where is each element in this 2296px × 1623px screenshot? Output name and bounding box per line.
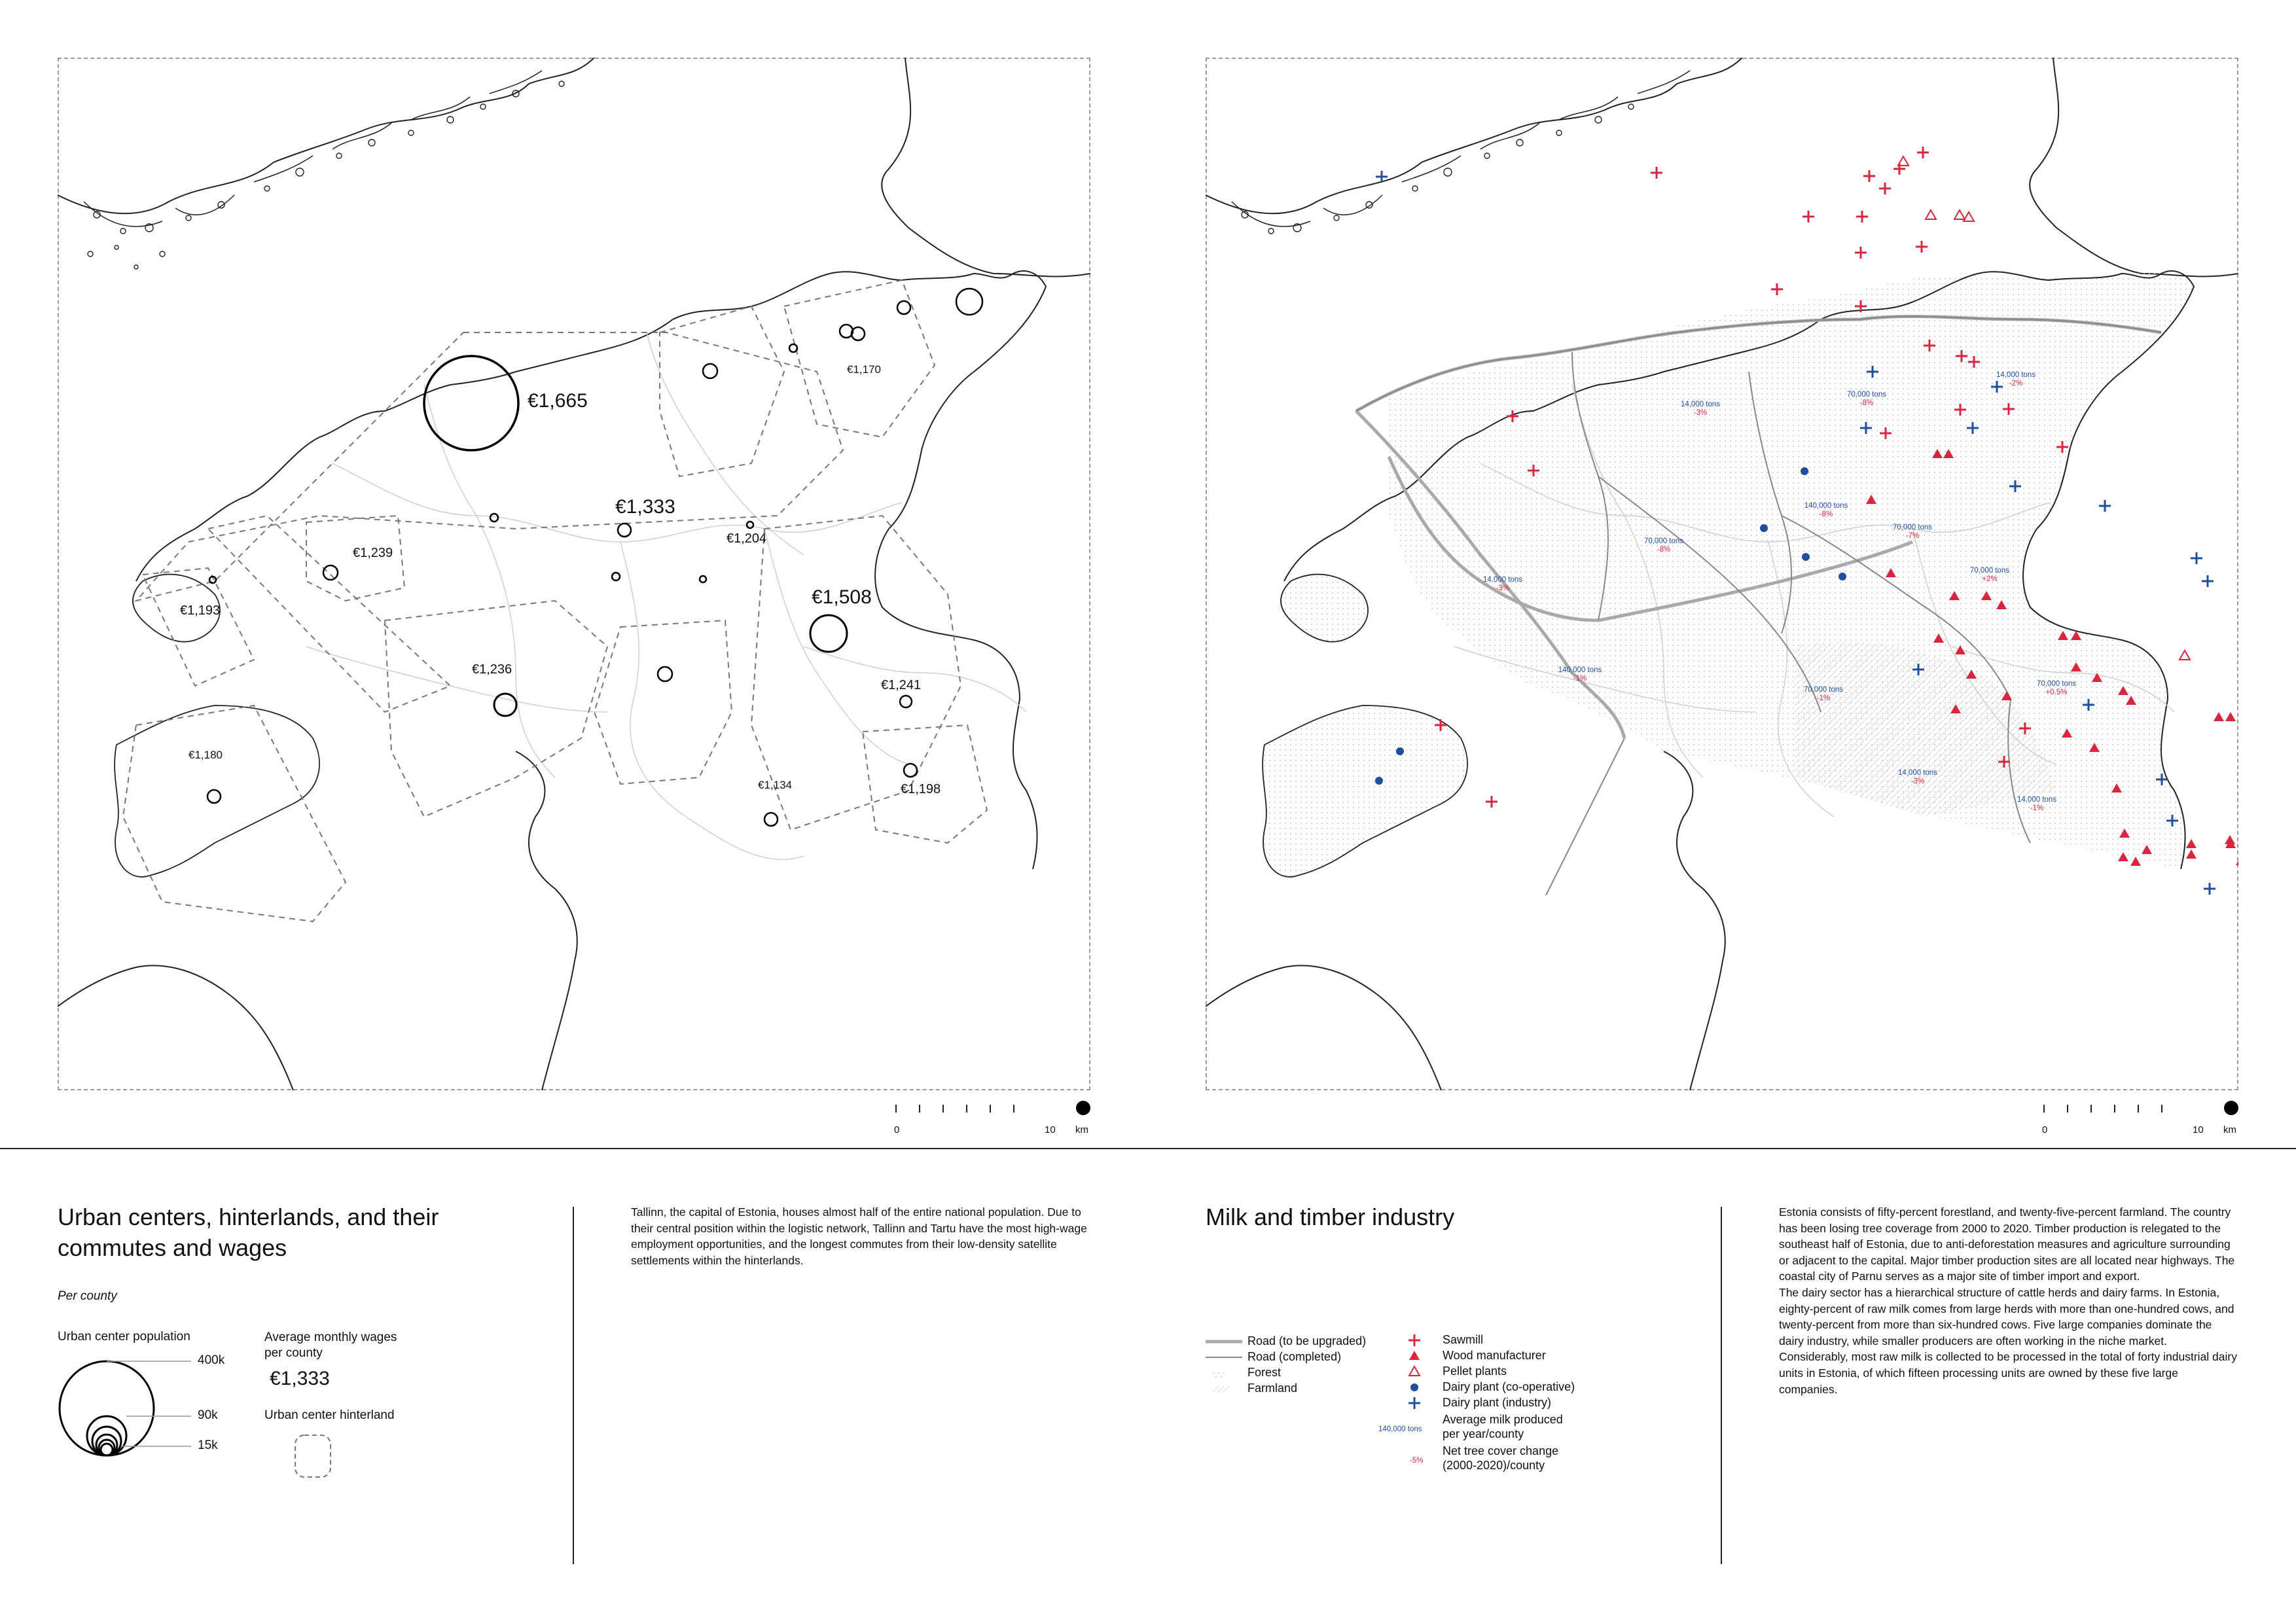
legend-milk: Average milk produced per year/county (1443, 1413, 1563, 1440)
wage-label: €1,204 (726, 531, 767, 546)
county-stat: 70,000 tons +2% (1969, 567, 2010, 583)
county-stat: 70,000 tons +0.5% (2036, 680, 2077, 696)
wood-manufacturer-icon (1409, 1351, 1420, 1360)
wage-label: €1,134 (758, 779, 792, 791)
legend-tree-sample: -5% (1410, 1457, 1424, 1465)
legend-sawmill: Sawmill (1443, 1333, 1484, 1346)
north-arrow-icon (1076, 1101, 1090, 1115)
legend-dairy-coop: Dairy plant (co-operative) (1443, 1380, 1575, 1393)
county-stat: 70,000 tons -7% (1892, 524, 1933, 540)
pellet-plant-icon (1409, 1366, 1420, 1376)
finland-coastline (1206, 58, 1742, 213)
legend-forest: Forest (1247, 1366, 1282, 1379)
dairy-coop-icon (1410, 1383, 1418, 1391)
wage-label: €1,333 (615, 496, 675, 518)
north-arrow-icon (2224, 1101, 2238, 1115)
legend-pellet-plants: Pellet plants (1443, 1364, 1507, 1378)
county-borders (306, 332, 1026, 859)
left-map (58, 58, 1090, 1090)
county-stat: 70,000 tons -8% (1643, 537, 1684, 554)
vertical-divider (573, 1207, 574, 1564)
county-stat: 70,000 tons -8% (1846, 391, 1887, 407)
county-stat: 14,000 tons -3% (1897, 769, 1938, 785)
wage-label: €1,193 (180, 603, 221, 618)
right-map (1206, 58, 2238, 1090)
sawmill-icon (1408, 1334, 1420, 1346)
vertical-divider (1721, 1207, 1722, 1564)
left-subtitle: Per county (58, 1289, 117, 1303)
archipelago-islands (88, 81, 564, 269)
wage-label-tallinn: €1,665 (528, 390, 588, 412)
right-title: Milk and timber industry (1206, 1204, 1455, 1230)
dairy-industry-icon (1408, 1397, 1420, 1409)
russia-coastline (882, 58, 1090, 276)
finland-coastline (58, 58, 594, 213)
hinterland-legend-title: Urban center hinterland (264, 1408, 395, 1422)
tartu-center (810, 615, 847, 652)
wage-label: €1,239 (353, 546, 393, 560)
horizontal-divider (0, 1148, 2296, 1149)
legend-dairy-industry: Dairy plant (industry) (1443, 1396, 1552, 1409)
hinterland-legend-icon (293, 1433, 332, 1479)
left-title: Urban centers, hinterlands, and their commutes and wages (58, 1204, 439, 1261)
left-description: Tallinn, the capital of Estonia, houses almost half of the entire national population. Due to their central position within the logistic network, Tallinn and Tartu have the most high-wage employment opportunities, and the longest commutes from their low-density satellite settlements within the hinterlands. (631, 1205, 1087, 1267)
wage-label-tartu: €1,508 (812, 586, 872, 608)
legend-farmland: Farmland (1247, 1382, 1298, 1395)
wage-label: €1,170 (847, 363, 881, 376)
county-stat: 14,000 tons -3% (1482, 576, 1523, 592)
wage-label: €1,236 (472, 662, 512, 677)
county-stat: 70,000 tons -1% (1803, 686, 1844, 702)
legend-wood-manufacturer: Wood manufacturer (1443, 1349, 1546, 1362)
estonia-coastline (136, 271, 1046, 869)
left-scale-bar: 0 10 km (895, 1105, 1092, 1137)
county-stat: 14,000 tons -2% (1996, 371, 2036, 387)
tallinn-center (424, 356, 518, 450)
legend-road-completed: Road (completed) (1247, 1350, 1342, 1363)
legend-road-upgrade: Road (to be upgraded) (1247, 1334, 1367, 1347)
right-description: Estonia consists of fifty-percent forestland, and twenty-five-percent farmland. The country has been losing tree coverage from 2000 to 2020. Timber production is relegated to the southeast half of Estonia, due to anti-deforestation measures and agriculture surrounding or adjacent to the capital. Major timber production sites are all located near highways. The coastal city of Parnu serves as a major site of timber import and export. The dairy sector has a hierarchical structure of cattle herds and dairy farms. In Estonia, eighty-percent of raw milk comes from large herds with more than one-hundred cows, and twenty-percent from more than six-hundred cows. Five large companies dominate the dairy industry, while smaller producers are often working in the niche market. Considerably, most raw milk is collected to be processed in the total of forty industrial dairy units in Estonia, of which fifteen processing units are owned by these five large companies. (1779, 1205, 2237, 1396)
population-15k: 15k (198, 1438, 218, 1452)
facility-legend-icons (1405, 1331, 1424, 1410)
wage-legend-example: €1,333 (270, 1368, 330, 1389)
legend-tree-cover: Net tree cover change (2000-2020)/county (1443, 1444, 1559, 1472)
south-coast (516, 751, 577, 1090)
county-stat: 14,000 tons -3% (1680, 401, 1721, 417)
population-legend-title: Urban center population (58, 1330, 190, 1344)
legend-milk-sample: 140,000 tons (1378, 1425, 1422, 1433)
county-stat: 140,000 tons -8% (1804, 502, 1848, 518)
road-legend-icons (1206, 1334, 1245, 1393)
population-400k: 400k (198, 1353, 225, 1367)
wage-label: €1,180 (188, 749, 223, 761)
right-scale-bar: 0 10 km (2043, 1105, 2240, 1137)
wage-label: €1,241 (881, 678, 922, 692)
wage-legend-title: Average monthly wages per county (264, 1330, 397, 1360)
wage-label: €1,198 (901, 782, 941, 796)
population-90k: 90k (198, 1408, 218, 1422)
county-stat: 14,000 tons -1% (2017, 796, 2057, 812)
county-stat: 140,000 tons -1% (1558, 666, 1602, 683)
